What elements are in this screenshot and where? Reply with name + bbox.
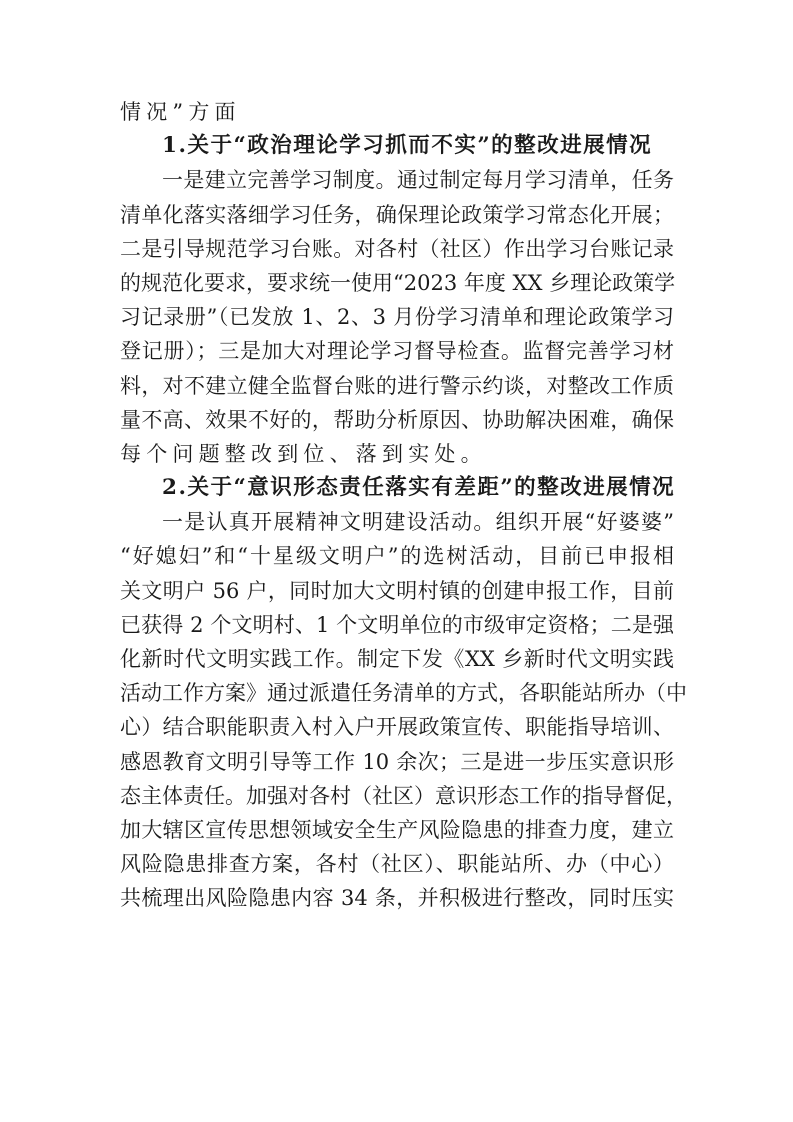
paragraph-line: 活动工作方案》通过派遣任务清单的方式，各职能站所办（中 bbox=[120, 681, 687, 706]
paragraph-line: 加大辖区宣传思想领域安全生产风险隐患的排查力度，建立 bbox=[120, 817, 674, 842]
document-page bbox=[120, 95, 687, 916]
section-heading-2: 2.关于“意识形态责任落实有差距”的整改进展情况 bbox=[162, 475, 676, 501]
paragraph-line: 二是引导规范学习台账。对各村（社区）作出学习台账记录 bbox=[120, 236, 674, 261]
section-heading-1: 1.关于“政治理论学习抓而不实”的整改进展情况 bbox=[162, 133, 653, 159]
paragraph-line: “好媳妇”和“十星级文明户”的选树活动，目前已申报相 bbox=[120, 544, 674, 569]
paragraph-line: 风险隐患排查方案，各村（社区）、职能站所、办（中心） bbox=[120, 852, 674, 877]
paragraph-line: 关文明户 56 户，同时加大文明村镇的创建申报工作，目前 bbox=[120, 578, 674, 603]
paragraph-line: 清单化落实落细学习任务，确保理论政策学习常态化开展； bbox=[120, 202, 674, 227]
paragraph-line: 一是建立完善学习制度。通过制定每月学习清单，任务 bbox=[162, 168, 674, 193]
paragraph-tail: 每个问题整改到位、落到实处。 bbox=[120, 441, 487, 466]
paragraph-line: 已获得 2 个文明村、1 个文明单位的市级审定资格；二是强 bbox=[120, 612, 674, 637]
paragraph-line: 感恩教育文明引导等工作 10 余次；三是进一步压实意识形 bbox=[120, 749, 674, 774]
paragraph-line: 量不高、效果不好的，帮助分析原因、协助解决困难，确保 bbox=[120, 407, 674, 432]
paragraph-line: 共梳理出风险隐患内容 34 条，并积极进行整改，同时压实 bbox=[120, 886, 674, 911]
paragraph-line: 习记录册”（已发放 1、2、3 月份学习清单和理论政策学习 bbox=[120, 305, 674, 330]
paragraph-line: 料，对不建立健全监督台账的进行警示约谈，对整改工作质 bbox=[120, 373, 674, 398]
paragraph-line: 心）结合职能职责入村入户开展政策宣传、职能指导培训、 bbox=[120, 715, 674, 740]
paragraph-line: 登记册）；三是加大对理论学习督导检查。监督完善学习材 bbox=[120, 339, 674, 364]
paragraph-line: 的规范化要求，要求统一使用“2023 年度 XX 乡理论政策学 bbox=[120, 270, 676, 295]
paragraph-tail: 情况”方面 bbox=[120, 100, 241, 124]
paragraph-line: 态主体责任。加强对各村（社区）意识形态工作的指导督促， bbox=[120, 783, 687, 808]
paragraph-line: 化新时代文明实践工作。制定下发《XX 乡新时代文明实践 bbox=[120, 647, 674, 671]
paragraph-line: 一是认真开展精神文明建设活动。组织开展“好婆婆” bbox=[162, 510, 674, 535]
